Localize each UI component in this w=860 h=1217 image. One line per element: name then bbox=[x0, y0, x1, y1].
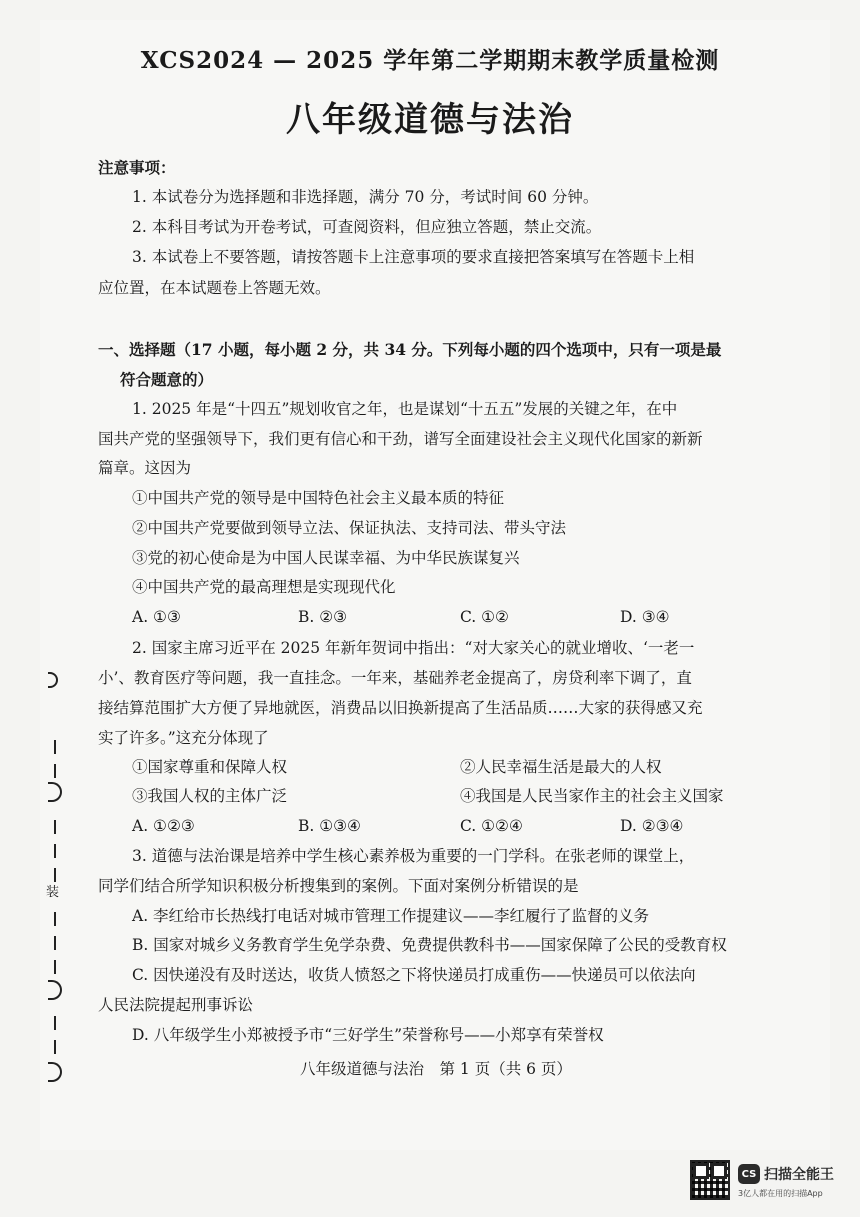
notice-item-2: 2. 本科目考试为开卷考试，可查阅资料，但应独立答题，禁止交流。 bbox=[132, 218, 602, 236]
notice-item-1: 1. 本试卷分为选择题和非选择题，满分 70 分，考试时间 60 分钟。 bbox=[132, 188, 599, 206]
q2-stem-line-3: 接结算范围扩大方便了异地就医，消费品以旧换新提高了生活品质……大家的获得感又充 bbox=[98, 699, 703, 717]
q1-option-d: D. ③④ bbox=[620, 608, 670, 626]
q2-stem-line-4: 实了许多。”这充分体现了 bbox=[98, 729, 269, 747]
q2-option-d: D. ②③④ bbox=[620, 817, 684, 835]
q3-option-b: B. 国家对城乡义务教育学生免学杂费、免费提供教科书——国家保障了公民的受教育权 bbox=[132, 936, 727, 954]
binding-hook bbox=[48, 1062, 62, 1082]
q1-stem-line-3: 篇章。这因为 bbox=[98, 459, 192, 477]
q3-option-c-line-1: C. 因快递没有及时送达，收货人愤怒之下将快递员打成重伤——快递员可以依法向 bbox=[132, 966, 696, 984]
q1-stem-line-1: 1. 2025 年是“十四五”规划收官之年，也是谋划“十五五”发展的关键之年，在中 bbox=[132, 400, 678, 418]
q1-option-c: C. ①② bbox=[460, 608, 509, 626]
scanner-brand-tagline: 3亿人都在用的扫描App bbox=[738, 1189, 823, 1198]
page-number-label: 八年级道德与法治 第 1 页（共 6 页） bbox=[300, 1060, 572, 1078]
qr-code-icon bbox=[690, 1160, 730, 1200]
binding-hook bbox=[48, 782, 62, 802]
q1-option-b: B. ②③ bbox=[298, 608, 348, 626]
scanner-brand-name: 扫描全能王 bbox=[764, 1167, 834, 1183]
notice-item-3-line-1: 3. 本试卷上不要答题，请按答题卡上注意事项的要求直接把答案填写在答题卡上相 bbox=[132, 248, 695, 266]
notice-item-3-line-2: 应位置，在本试题卷上答题无效。 bbox=[98, 279, 331, 297]
q2-stem-line-2: 小’、教育医疗等问题，我一直挂念。一年来，基础养老金提高了，房贷利率下调了，直 bbox=[98, 669, 692, 687]
exam-title: XCS2024 — 2025 学年第二学期期末教学质量检测 bbox=[140, 47, 720, 74]
q1-statement-3: ③党的初心使命是为中国人民谋幸福、为中华民族谋复兴 bbox=[132, 549, 520, 567]
camscanner-logo: CS bbox=[738, 1164, 760, 1184]
scanner-watermark bbox=[690, 1160, 840, 1202]
q3-option-d: D. 八年级学生小郑被授予市“三好学生”荣誉称号——小郑享有荣誉权 bbox=[132, 1026, 604, 1044]
q2-statement-3: ③我国人权的主体广泛 bbox=[132, 787, 288, 805]
q2-stem-line-1: 2. 国家主席习近平在 2025 年新年贺词中指出：“对大家关心的就业增收、‘一老一 bbox=[132, 639, 695, 657]
q2-statement-2: ②人民幸福生活是最大的人权 bbox=[460, 758, 662, 776]
q3-stem-line-1: 3. 道德与法治课是培养中学生核心素养极为重要的一门学科。在张老师的课堂上， bbox=[132, 847, 695, 865]
subject-title: 八年级道德与法治 bbox=[286, 100, 574, 140]
q3-option-a: A. 李红给市长热线打电话对城市管理工作提建议——李红履行了监督的义务 bbox=[132, 907, 650, 925]
section-1-heading: 一、选择题（17 小题，每小题 2 分，共 34 分。下列每小题的四个选项中，只有一项是最 bbox=[98, 340, 722, 359]
binding-hook bbox=[48, 980, 62, 1000]
q3-stem-line-2: 同学们结合所学知识积极分析搜集到的案例。下面对案例分析错误的是 bbox=[98, 877, 579, 895]
q2-statement-1: ①国家尊重和保障人权 bbox=[132, 758, 288, 776]
q1-statement-4: ④中国共产党的最高理想是实现现代化 bbox=[132, 578, 396, 596]
q1-stem-line-2: 国共产党的坚强领导下，我们更有信心和干劲，谱写全面建设社会主义现代化国家的新新 bbox=[98, 430, 703, 448]
section-1-heading-cont: 符合题意的） bbox=[120, 370, 214, 389]
q2-statement-4: ④我国是人民当家作主的社会主义国家 bbox=[460, 787, 724, 805]
q2-option-a: A. ①②③ bbox=[132, 817, 195, 835]
q1-statement-2: ②中国共产党要做到领导立法、保证执法、支持司法、带头守法 bbox=[132, 519, 567, 537]
binding-line bbox=[48, 660, 64, 1080]
binding-char: 装 bbox=[46, 885, 60, 900]
q2-option-c: C. ①②④ bbox=[460, 817, 523, 835]
notice-heading: 注意事项： bbox=[98, 158, 176, 177]
q1-option-a: A. ①③ bbox=[132, 608, 181, 626]
q2-option-b: B. ①③④ bbox=[298, 817, 361, 835]
q1-statement-1: ①中国共产党的领导是中国特色社会主义最本质的特征 bbox=[132, 489, 505, 507]
q3-option-c-line-2: 人民法院提起刑事诉讼 bbox=[98, 996, 254, 1014]
